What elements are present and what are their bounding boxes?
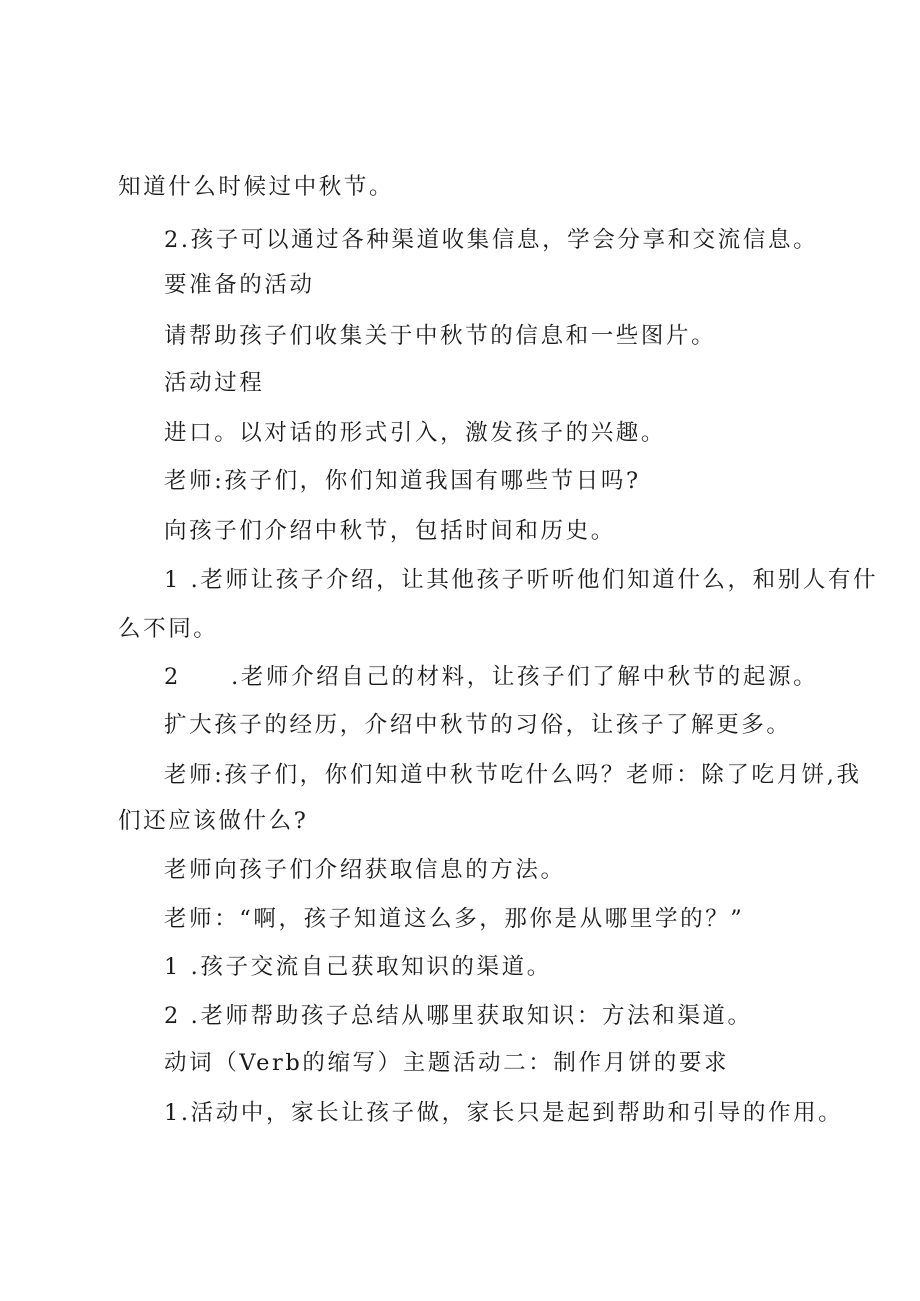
text-line: 们还应该做什么? [118, 808, 309, 834]
text-line: 1 .孩子交流自己获取知识的渠道。 [164, 954, 552, 980]
section-heading: 活动过程 [164, 370, 265, 396]
text-line: 2 .老师帮助孩子总结从哪里获取知识：方法和渠道。 [164, 1003, 753, 1029]
text-line: 老师:孩子们，你们知道中秋节吃什么吗？老师：除了吃月饼,我 [164, 762, 862, 788]
text-line: 进口。以对话的形式引入，激发孩子的兴趣。 [164, 420, 667, 446]
section-heading: 要准备的活动 [164, 272, 315, 298]
text-line: 2.孩子可以通过各种渠道收集信息，学会分享和交流信息。 [164, 227, 819, 253]
text-line: 向孩子们介绍中秋节，包括时间和历史。 [164, 518, 616, 544]
text-line: 1.活动中，家长让孩子做，家长只是起到帮助和引导的作用。 [164, 1100, 844, 1126]
text-line: 老师：“啊，孩子知道这么多，那你是从哪里学的？” [164, 906, 745, 932]
text-line: 么不同。 [118, 616, 219, 642]
text-line: 老师向孩子们介绍获取信息的方法。 [164, 857, 566, 883]
text-line: 2 .老师介绍自己的材料，让孩子们了解中秋节的起源。 [164, 664, 819, 690]
section-heading: 动词（Verb的缩写）主题活动二：制作月饼的要求 [164, 1050, 730, 1076]
text-line: 请帮助孩子们收集关于中秋节的信息和一些图片。 [164, 323, 717, 349]
text-line: 老师:孩子们，你们知道我国有哪些节日吗? [164, 468, 641, 494]
text-line: 知道什么时候过中秋节。 [118, 174, 395, 200]
text-line: 1 .老师让孩子介绍，让其他孩子听听他们知道什么，和别人有什 [164, 567, 879, 593]
text-line: 扩大孩子的经历，介绍中秋节的习俗，让孩子了解更多。 [164, 712, 792, 738]
